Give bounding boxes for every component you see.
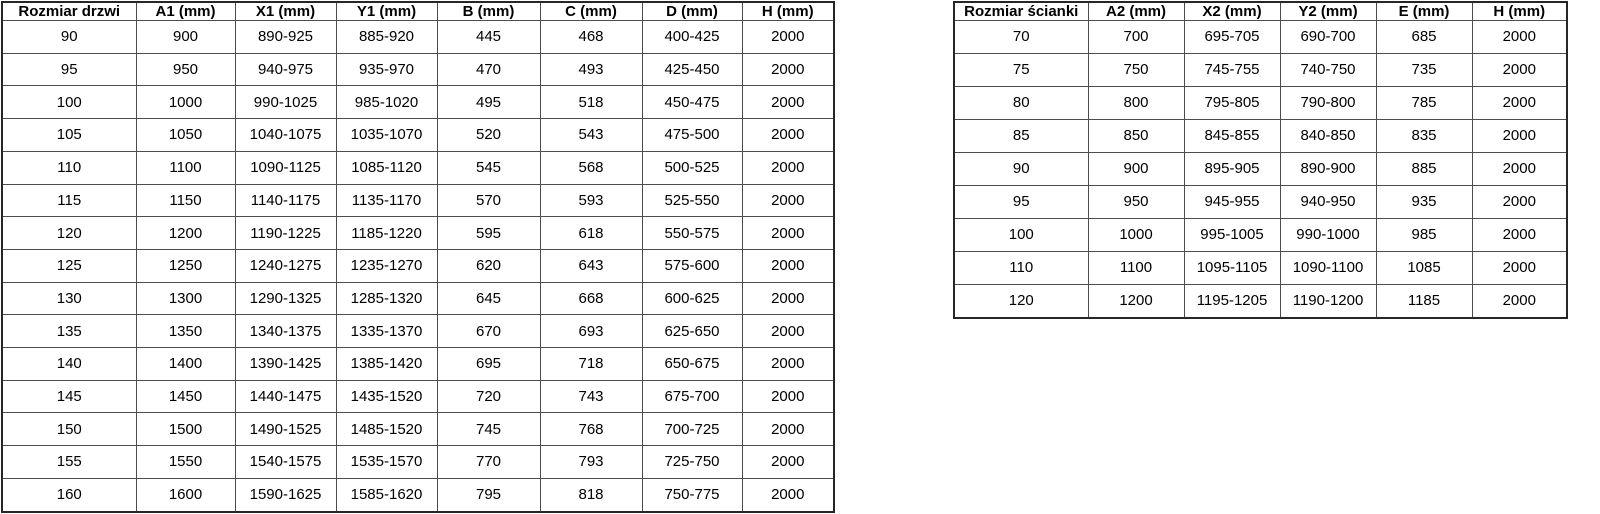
table-cell: 145 xyxy=(2,380,136,413)
table-cell: 543 xyxy=(540,119,642,152)
table-cell: 1285-1320 xyxy=(336,282,437,315)
table-cell: 475-500 xyxy=(642,119,742,152)
table-cell: 520 xyxy=(437,119,540,152)
table-cell: 400-425 xyxy=(642,21,742,54)
table-cell: 743 xyxy=(540,380,642,413)
table-cell: 105 xyxy=(2,119,136,152)
table-cell: 150 xyxy=(2,413,136,446)
table-cell: 95 xyxy=(2,53,136,86)
table-cell: 1250 xyxy=(136,249,235,282)
table-cell: 1390-1425 xyxy=(235,348,336,381)
table-cell: 885-920 xyxy=(336,21,437,54)
table-cell: 600-625 xyxy=(642,282,742,315)
table-cell: 990-1000 xyxy=(1280,218,1376,251)
table-cell: 735 xyxy=(1376,53,1472,86)
table-row xyxy=(2,315,834,348)
table-cell: 1300 xyxy=(136,282,235,315)
table-cell: 950 xyxy=(136,53,235,86)
table-cell: 518 xyxy=(540,86,642,119)
table-cell: 500-525 xyxy=(642,151,742,184)
table-cell: 2000 xyxy=(742,119,834,152)
table-cell: 675-700 xyxy=(642,380,742,413)
table-cell: 670 xyxy=(437,315,540,348)
table-cell: 750-775 xyxy=(642,478,742,512)
table-cell: 2000 xyxy=(742,21,834,54)
table-cell: 1000 xyxy=(1088,218,1184,251)
table-cell: 568 xyxy=(540,151,642,184)
column-header: Y1 (mm) xyxy=(336,2,437,21)
table-cell: 2000 xyxy=(1472,86,1567,119)
table-row xyxy=(2,249,834,282)
table-row xyxy=(2,446,834,479)
table-cell: 1085-1120 xyxy=(336,151,437,184)
table-cell: 545 xyxy=(437,151,540,184)
table-cell: 2000 xyxy=(742,86,834,119)
table-row xyxy=(2,184,834,217)
table-cell: 895-905 xyxy=(1184,152,1280,185)
table-cell: 120 xyxy=(2,217,136,250)
table-cell: 940-975 xyxy=(235,53,336,86)
header-row xyxy=(954,2,1567,21)
table-cell: 700-725 xyxy=(642,413,742,446)
table-cell: 1590-1625 xyxy=(235,478,336,512)
table-cell: 1100 xyxy=(136,151,235,184)
table-cell: 90 xyxy=(954,152,1088,185)
table-cell: 835 xyxy=(1376,119,1472,152)
table-row xyxy=(2,86,834,119)
table-cell: 935 xyxy=(1376,185,1472,218)
table-cell: 85 xyxy=(954,119,1088,152)
table-row xyxy=(954,119,1567,152)
table-cell: 80 xyxy=(954,86,1088,119)
table-cell: 985-1020 xyxy=(336,86,437,119)
table-cell: 95 xyxy=(954,185,1088,218)
table-cell: 1085 xyxy=(1376,251,1472,284)
table-cell: 493 xyxy=(540,53,642,86)
table-cell: 1335-1370 xyxy=(336,315,437,348)
table-cell: 110 xyxy=(2,151,136,184)
table-cell: 1140-1175 xyxy=(235,184,336,217)
table-cell: 445 xyxy=(437,21,540,54)
table-cell: 593 xyxy=(540,184,642,217)
table-cell: 1435-1520 xyxy=(336,380,437,413)
table-cell: 575-600 xyxy=(642,249,742,282)
table-cell: 450-475 xyxy=(642,86,742,119)
table-cell: 1050 xyxy=(136,119,235,152)
table-cell: 425-450 xyxy=(642,53,742,86)
table-cell: 120 xyxy=(954,284,1088,318)
table-cell: 618 xyxy=(540,217,642,250)
table-row xyxy=(954,21,1567,54)
header-row xyxy=(2,2,834,21)
table-row xyxy=(954,218,1567,251)
table-cell: 2000 xyxy=(742,446,834,479)
table-cell: 115 xyxy=(2,184,136,217)
table-cell: 740-750 xyxy=(1280,53,1376,86)
table-row xyxy=(2,151,834,184)
column-header: H (mm) xyxy=(742,2,834,21)
table-cell: 643 xyxy=(540,249,642,282)
table-cell: 693 xyxy=(540,315,642,348)
table-cell: 2000 xyxy=(1472,218,1567,251)
table-cell: 1095-1105 xyxy=(1184,251,1280,284)
table-cell: 570 xyxy=(437,184,540,217)
table-cell: 945-955 xyxy=(1184,185,1280,218)
table-row xyxy=(2,217,834,250)
table-cell: 645 xyxy=(437,282,540,315)
column-header: D (mm) xyxy=(642,2,742,21)
table-cell: 900 xyxy=(136,21,235,54)
table-cell: 720 xyxy=(437,380,540,413)
table-cell: 2000 xyxy=(1472,119,1567,152)
table-cell: 650-675 xyxy=(642,348,742,381)
table-row xyxy=(2,282,834,315)
column-header: H (mm) xyxy=(1472,2,1567,21)
table-cell: 90 xyxy=(2,21,136,54)
table-cell: 2000 xyxy=(1472,152,1567,185)
table-cell: 840-850 xyxy=(1280,119,1376,152)
table-cell: 2000 xyxy=(742,380,834,413)
table-cell: 1190-1200 xyxy=(1280,284,1376,318)
table-cell: 110 xyxy=(954,251,1088,284)
table-cell: 1450 xyxy=(136,380,235,413)
table-row xyxy=(954,284,1567,318)
table-cell: 990-1025 xyxy=(235,86,336,119)
table-row xyxy=(2,478,834,512)
table-cell: 2000 xyxy=(742,53,834,86)
column-header: E (mm) xyxy=(1376,2,1472,21)
table-cell: 75 xyxy=(954,53,1088,86)
table-cell: 1400 xyxy=(136,348,235,381)
table-row xyxy=(954,53,1567,86)
table-row xyxy=(954,86,1567,119)
table-cell: 100 xyxy=(954,218,1088,251)
table-cell: 718 xyxy=(540,348,642,381)
column-header: Rozmiar ścianki xyxy=(954,2,1088,21)
table-cell: 768 xyxy=(540,413,642,446)
table-cell: 690-700 xyxy=(1280,21,1376,54)
table-cell: 785 xyxy=(1376,86,1472,119)
table-cell: 2000 xyxy=(742,478,834,512)
table-cell: 625-650 xyxy=(642,315,742,348)
table-cell: 525-550 xyxy=(642,184,742,217)
table-row xyxy=(954,251,1567,284)
table-cell: 1200 xyxy=(136,217,235,250)
table-cell: 1000 xyxy=(136,86,235,119)
table-cell: 1350 xyxy=(136,315,235,348)
table-cell: 885 xyxy=(1376,152,1472,185)
table-cell: 2000 xyxy=(742,249,834,282)
table-cell: 1440-1475 xyxy=(235,380,336,413)
table-cell: 2000 xyxy=(742,413,834,446)
table-cell: 1090-1100 xyxy=(1280,251,1376,284)
table-cell: 795 xyxy=(437,478,540,512)
table-cell: 900 xyxy=(1088,152,1184,185)
table-cell: 800 xyxy=(1088,86,1184,119)
table-cell: 1340-1375 xyxy=(235,315,336,348)
table-cell: 1235-1270 xyxy=(336,249,437,282)
table-cell: 468 xyxy=(540,21,642,54)
table-cell: 940-950 xyxy=(1280,185,1376,218)
wall-size-table xyxy=(953,1,1568,319)
table-row xyxy=(2,21,834,54)
table-cell: 140 xyxy=(2,348,136,381)
table-cell: 1195-1205 xyxy=(1184,284,1280,318)
table-cell: 1035-1070 xyxy=(336,119,437,152)
table-cell: 2000 xyxy=(1472,21,1567,54)
table-cell: 1150 xyxy=(136,184,235,217)
table-cell: 2000 xyxy=(742,315,834,348)
table-cell: 890-925 xyxy=(235,21,336,54)
table-row xyxy=(2,413,834,446)
table-row xyxy=(954,152,1567,185)
table-cell: 155 xyxy=(2,446,136,479)
table-cell: 160 xyxy=(2,478,136,512)
table-cell: 1090-1125 xyxy=(235,151,336,184)
table-cell: 1385-1420 xyxy=(336,348,437,381)
table-cell: 1485-1520 xyxy=(336,413,437,446)
table-cell: 695-705 xyxy=(1184,21,1280,54)
table-row xyxy=(2,53,834,86)
column-header: A2 (mm) xyxy=(1088,2,1184,21)
table-cell: 2000 xyxy=(742,151,834,184)
table-cell: 695 xyxy=(437,348,540,381)
table-cell: 985 xyxy=(1376,218,1472,251)
table-row xyxy=(2,119,834,152)
table-cell: 770 xyxy=(437,446,540,479)
table-cell: 1535-1570 xyxy=(336,446,437,479)
table-cell: 750 xyxy=(1088,53,1184,86)
column-header: X2 (mm) xyxy=(1184,2,1280,21)
table-cell: 70 xyxy=(954,21,1088,54)
table-row xyxy=(2,380,834,413)
table-cell: 845-855 xyxy=(1184,119,1280,152)
table-cell: 125 xyxy=(2,249,136,282)
table-cell: 995-1005 xyxy=(1184,218,1280,251)
table-cell: 2000 xyxy=(742,184,834,217)
column-header: A1 (mm) xyxy=(136,2,235,21)
table-cell: 1200 xyxy=(1088,284,1184,318)
table-cell: 2000 xyxy=(742,217,834,250)
table-cell: 1500 xyxy=(136,413,235,446)
table-cell: 2000 xyxy=(742,282,834,315)
column-header: C (mm) xyxy=(540,2,642,21)
table-cell: 2000 xyxy=(1472,53,1567,86)
table-cell: 1185-1220 xyxy=(336,217,437,250)
table-cell: 1600 xyxy=(136,478,235,512)
table-cell: 620 xyxy=(437,249,540,282)
table-cell: 1135-1170 xyxy=(336,184,437,217)
table-cell: 935-970 xyxy=(336,53,437,86)
table-cell: 595 xyxy=(437,217,540,250)
table-cell: 550-575 xyxy=(642,217,742,250)
table-cell: 130 xyxy=(2,282,136,315)
table-cell: 1540-1575 xyxy=(235,446,336,479)
table-row xyxy=(954,185,1567,218)
table-cell: 2000 xyxy=(1472,185,1567,218)
table-cell: 1040-1075 xyxy=(235,119,336,152)
table-cell: 135 xyxy=(2,315,136,348)
column-header: Y2 (mm) xyxy=(1280,2,1376,21)
table-cell: 745 xyxy=(437,413,540,446)
table-cell: 790-800 xyxy=(1280,86,1376,119)
table-cell: 1240-1275 xyxy=(235,249,336,282)
table-cell: 1100 xyxy=(1088,251,1184,284)
table-cell: 700 xyxy=(1088,21,1184,54)
table-cell: 2000 xyxy=(1472,251,1567,284)
table-cell: 793 xyxy=(540,446,642,479)
table-cell: 1190-1225 xyxy=(235,217,336,250)
table-cell: 1185 xyxy=(1376,284,1472,318)
table-cell: 725-750 xyxy=(642,446,742,479)
table-cell: 1490-1525 xyxy=(235,413,336,446)
table-cell: 100 xyxy=(2,86,136,119)
table-cell: 850 xyxy=(1088,119,1184,152)
table-row xyxy=(2,348,834,381)
table-cell: 1550 xyxy=(136,446,235,479)
table-cell: 745-755 xyxy=(1184,53,1280,86)
table-cell: 2000 xyxy=(1472,284,1567,318)
table-cell: 685 xyxy=(1376,21,1472,54)
door-size-table xyxy=(1,1,835,513)
table-cell: 495 xyxy=(437,86,540,119)
column-header: B (mm) xyxy=(437,2,540,21)
table-cell: 795-805 xyxy=(1184,86,1280,119)
table-cell: 1290-1325 xyxy=(235,282,336,315)
table-cell: 818 xyxy=(540,478,642,512)
column-header: X1 (mm) xyxy=(235,2,336,21)
table-cell: 2000 xyxy=(742,348,834,381)
table-cell: 1585-1620 xyxy=(336,478,437,512)
table-cell: 950 xyxy=(1088,185,1184,218)
table-cell: 890-900 xyxy=(1280,152,1376,185)
table-cell: 668 xyxy=(540,282,642,315)
column-header: Rozmiar drzwi xyxy=(2,2,136,21)
table-cell: 470 xyxy=(437,53,540,86)
